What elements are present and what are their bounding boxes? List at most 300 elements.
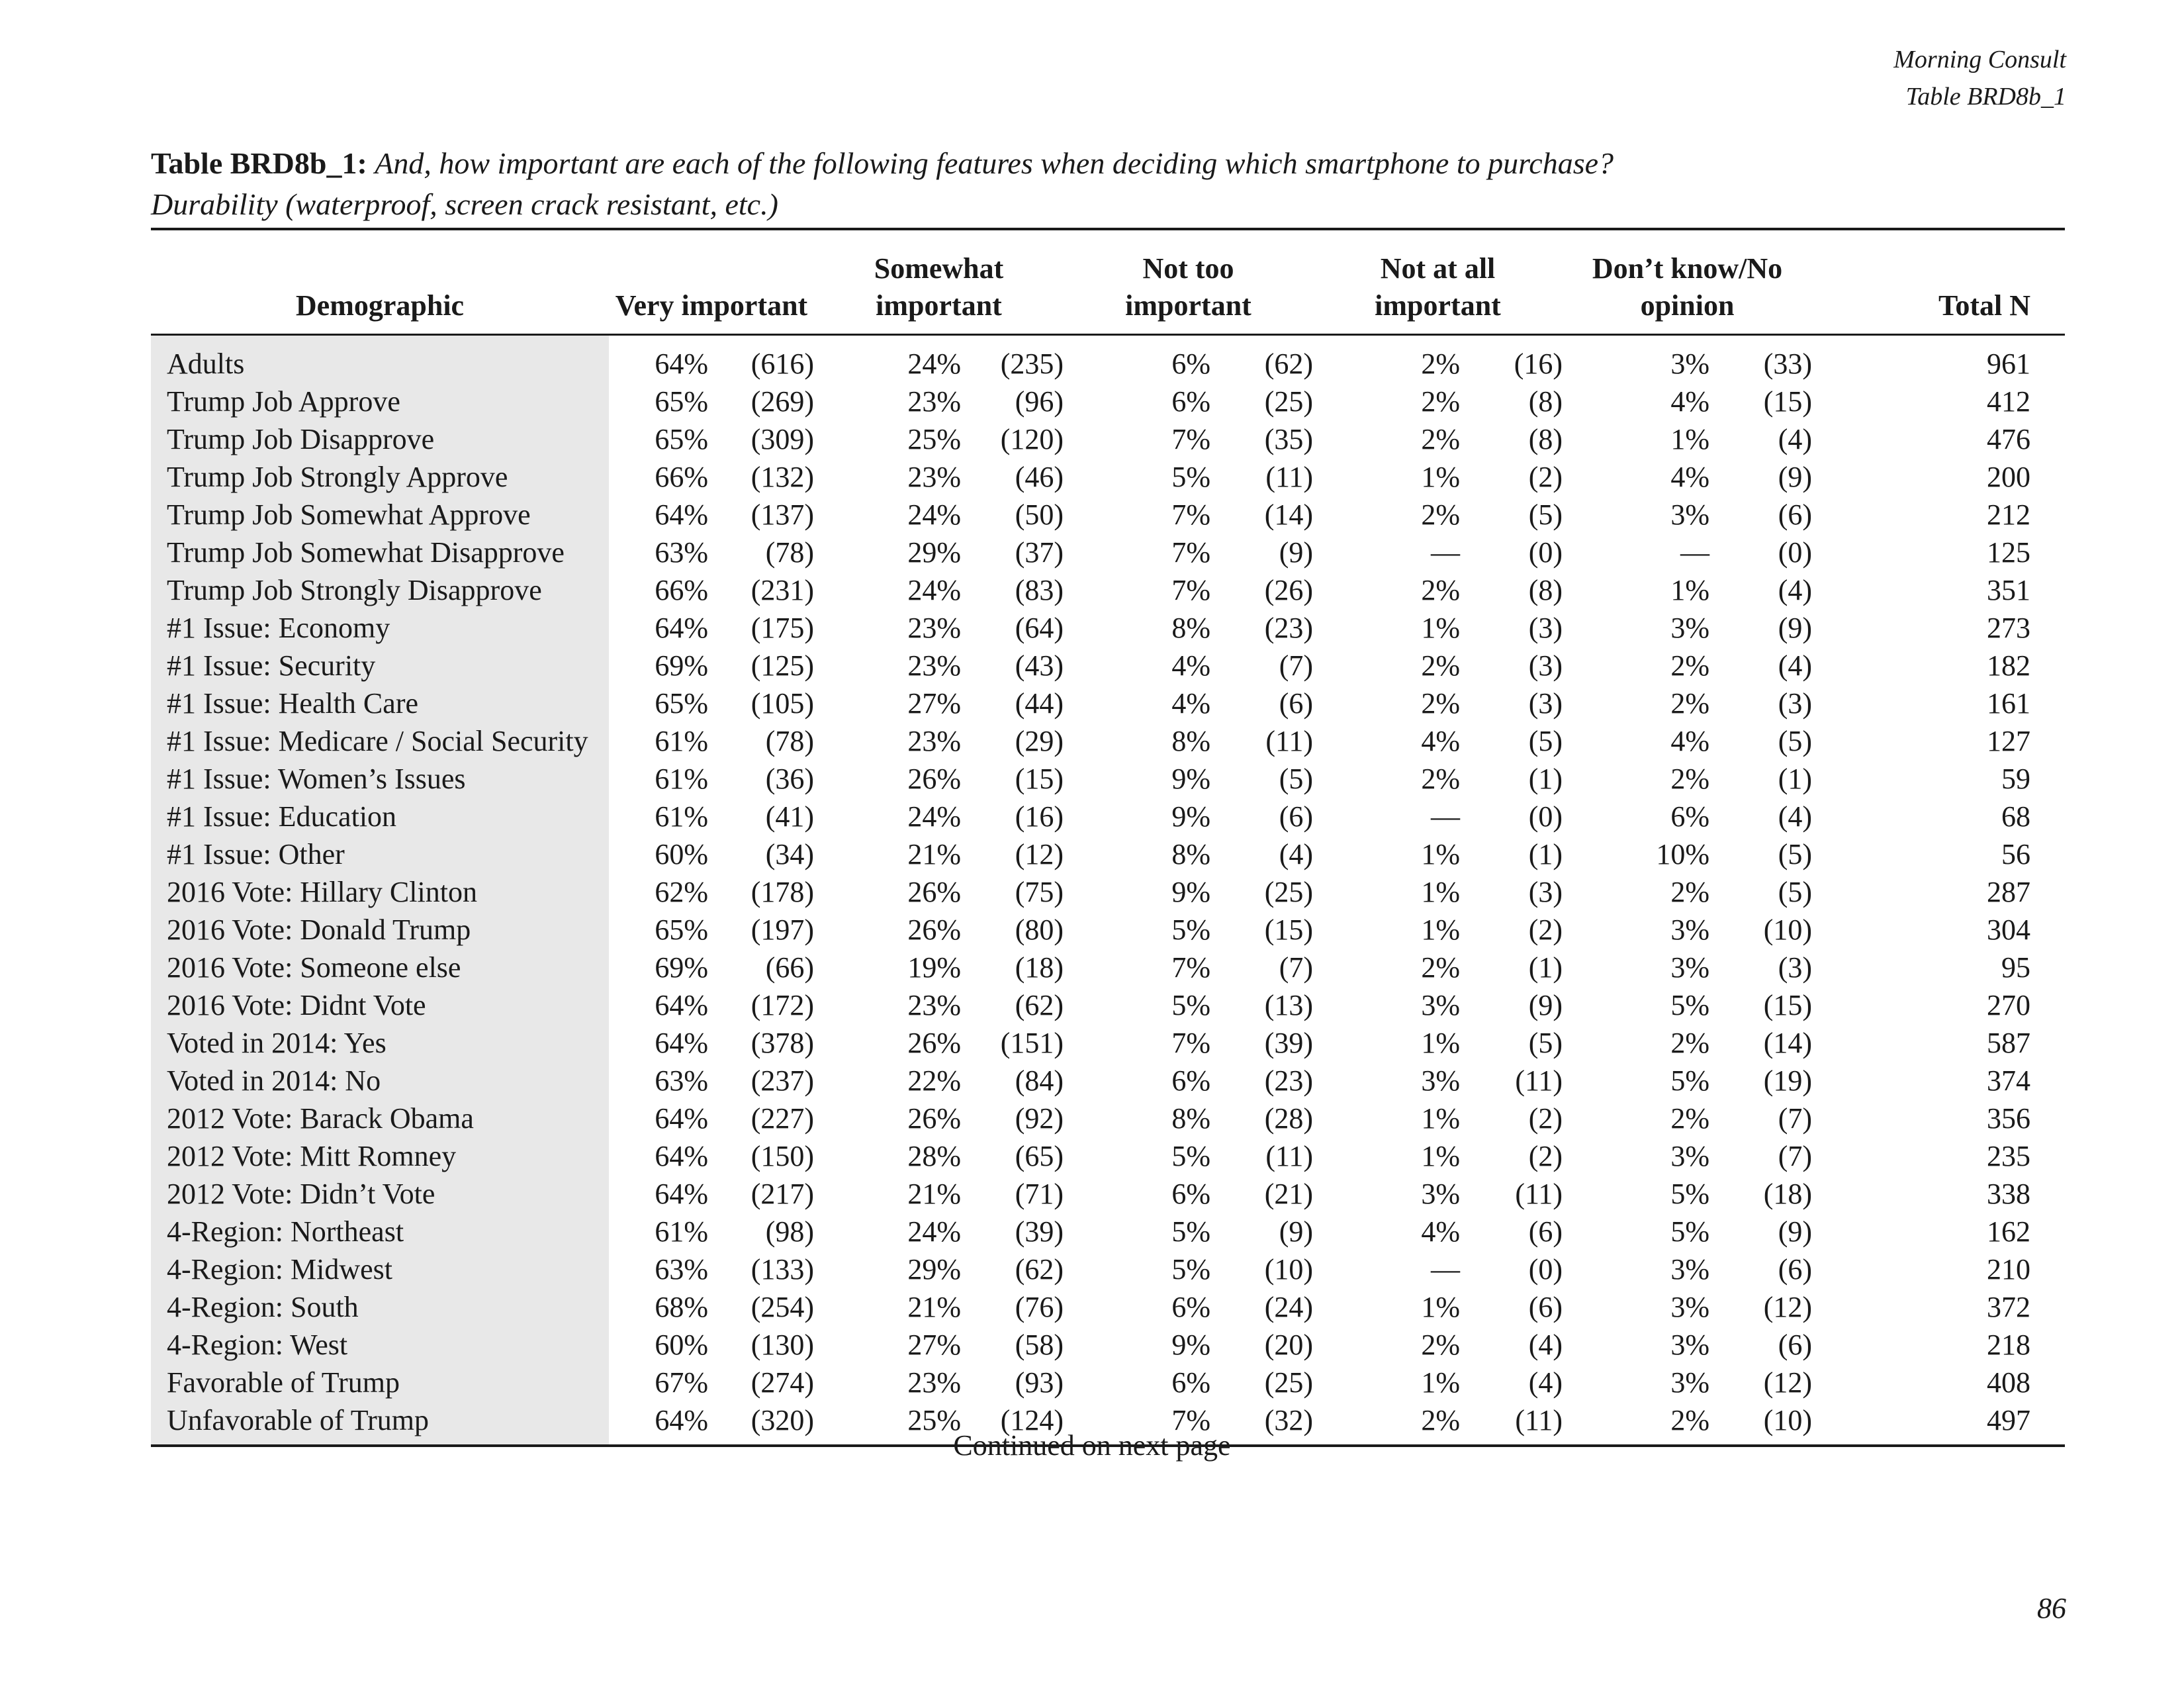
not-too-important-pct: 5%: [1171, 1140, 1210, 1172]
demographic-cell: #1 Issue: Other: [151, 835, 609, 873]
dont-know-n: (4): [1778, 574, 1812, 606]
not-too-important-pct: 7%: [1171, 951, 1210, 984]
somewhat-important-pct: 23%: [907, 1366, 961, 1399]
dont-know-pct: 4%: [1670, 725, 1709, 757]
not-too-important-pct: 9%: [1171, 1329, 1210, 1361]
not-too-important-n: (23): [1264, 1064, 1313, 1097]
not-too-important-n: (7): [1279, 951, 1313, 984]
table-row: [151, 420, 2065, 458]
not-at-all-important-pct: 2%: [1421, 951, 1460, 984]
somewhat-important-pct: 23%: [907, 989, 961, 1021]
dont-know-n: (9): [1778, 1215, 1812, 1248]
very-important-pct: 65%: [655, 687, 708, 720]
not-too-important-n: (9): [1279, 1215, 1313, 1248]
not-too-important-pct: 8%: [1171, 838, 1210, 870]
dont-know-n: (12): [1763, 1366, 1812, 1399]
very-important-pct: 60%: [655, 838, 708, 870]
very-important-pct: 61%: [655, 725, 708, 757]
demographic-cell: #1 Issue: Economy: [151, 609, 609, 647]
total-n: 200: [1987, 461, 2030, 493]
very-important-n: (125): [751, 649, 814, 682]
somewhat-important-pct: 21%: [907, 838, 961, 870]
very-important-pct: 64%: [655, 1027, 708, 1059]
not-at-all-important-pct: 2%: [1421, 687, 1460, 720]
demographic-cell: 2012 Vote: Mitt Romney: [151, 1137, 609, 1175]
not-too-important-n: (14): [1264, 498, 1313, 531]
not-too-important-pct: 7%: [1171, 536, 1210, 569]
total-n: 372: [1987, 1291, 2030, 1323]
dont-know-n: (9): [1778, 461, 1812, 493]
demographic-cell: #1 Issue: Security: [151, 647, 609, 684]
dont-know-pct: 2%: [1670, 1102, 1709, 1135]
demographic-cell: 2012 Vote: Barack Obama: [151, 1100, 609, 1137]
not-at-all-important-n: (3): [1528, 649, 1563, 682]
total-n: 59: [2001, 763, 2030, 795]
col-demographic: Demographic: [151, 230, 609, 335]
somewhat-important-pct: 26%: [907, 1027, 961, 1059]
somewhat-important-n: (43): [1015, 649, 1064, 682]
not-at-all-important-pct: 2%: [1313, 1401, 1460, 1446]
table-row: [151, 873, 2065, 911]
not-too-important-n: (25): [1264, 876, 1313, 908]
not-too-important-pct: 8%: [1171, 1102, 1210, 1135]
table-row: [151, 458, 2065, 496]
results-table: [151, 228, 2065, 1447]
total-n: 56: [2001, 838, 2030, 870]
total-n: 476: [1987, 423, 2030, 455]
very-important-pct: 64%: [655, 1178, 708, 1210]
very-important-n: (274): [751, 1366, 814, 1399]
not-at-all-important-n: (16): [1514, 348, 1563, 380]
somewhat-important-n: (151): [1000, 1027, 1064, 1059]
somewhat-important-n: (44): [1015, 687, 1064, 720]
somewhat-important-n: (12): [1015, 838, 1064, 870]
somewhat-important-pct: 23%: [907, 725, 961, 757]
very-important-n: (132): [751, 461, 814, 493]
not-at-all-important-n: (2): [1528, 914, 1563, 946]
not-at-all-important-pct: 2%: [1421, 763, 1460, 795]
not-at-all-important-pct: 1%: [1421, 838, 1460, 870]
very-important-pct: 64%: [655, 348, 708, 380]
very-important-pct: 64%: [655, 612, 708, 644]
very-important-n: (98): [765, 1215, 814, 1248]
very-important-n: (616): [751, 348, 814, 380]
dont-know-pct: 3%: [1670, 1253, 1709, 1286]
very-important-n: (78): [765, 725, 814, 757]
not-at-all-important-n: (3): [1528, 876, 1563, 908]
not-too-important-n: (28): [1264, 1102, 1313, 1135]
not-too-important-pct: 6%: [1171, 348, 1210, 380]
total-n: 127: [1987, 725, 2030, 757]
dont-know-pct: 3%: [1670, 348, 1709, 380]
table-row: [151, 609, 2065, 647]
not-too-important-n: (23): [1264, 612, 1313, 644]
total-n: 287: [1987, 876, 2030, 908]
very-important-pct: 61%: [655, 1215, 708, 1248]
dont-know-pct: 2%: [1670, 763, 1709, 795]
not-too-important-n: (32): [1210, 1401, 1313, 1446]
somewhat-important-n: (75): [1015, 876, 1064, 908]
not-too-important-n: (4): [1279, 838, 1313, 870]
demographic-cell: Trump Job Somewhat Approve: [151, 496, 609, 534]
not-too-important-pct: 6%: [1171, 1366, 1210, 1399]
somewhat-important-n: (46): [1015, 461, 1064, 493]
not-too-important-n: (62): [1264, 348, 1313, 380]
total-n: 218: [1987, 1329, 2030, 1361]
very-important-pct: 69%: [655, 649, 708, 682]
dont-know-pct: 3%: [1670, 1291, 1709, 1323]
dont-know-pct: 3%: [1670, 914, 1709, 946]
total-n: 408: [1987, 1366, 2030, 1399]
somewhat-important-pct: 25%: [907, 423, 961, 455]
dont-know-pct: 2%: [1563, 1401, 1709, 1446]
dont-know-pct: 3%: [1670, 951, 1709, 984]
demographic-cell: Favorable of Trump: [151, 1364, 609, 1401]
table-row: [151, 684, 2065, 722]
not-at-all-important-n: (8): [1528, 385, 1563, 418]
dont-know-n: (3): [1778, 951, 1812, 984]
very-important-n: (78): [765, 536, 814, 569]
not-too-important-n: (15): [1264, 914, 1313, 946]
not-at-all-important-pct: 1%: [1421, 612, 1460, 644]
somewhat-important-n: (58): [1015, 1329, 1064, 1361]
table-row: [151, 1326, 2065, 1364]
col-not-at-all-important: Not at all important: [1313, 230, 1563, 335]
not-too-important-n: (24): [1264, 1291, 1313, 1323]
not-too-important-n: (20): [1264, 1329, 1313, 1361]
total-n: 162: [1987, 1215, 2030, 1248]
not-too-important-n: (9): [1279, 536, 1313, 569]
very-important-pct: 65%: [655, 914, 708, 946]
total-n: 412: [1987, 385, 2030, 418]
table-row: [151, 534, 2065, 571]
very-important-pct: 61%: [655, 800, 708, 833]
very-important-n: (66): [765, 951, 814, 984]
somewhat-important-pct: 26%: [907, 1102, 961, 1135]
dont-know-pct: 6%: [1670, 800, 1709, 833]
dont-know-n: (7): [1778, 1140, 1812, 1172]
total-n: 304: [1987, 914, 2030, 946]
dont-know-n: (3): [1778, 687, 1812, 720]
very-important-pct: 65%: [655, 385, 708, 418]
not-too-important-n: (35): [1264, 423, 1313, 455]
not-at-all-important-n: (11): [1460, 1401, 1563, 1446]
not-at-all-important-pct: 2%: [1421, 649, 1460, 682]
very-important-n: (227): [751, 1102, 814, 1135]
somewhat-important-n: (80): [1015, 914, 1064, 946]
not-at-all-important-pct: 3%: [1421, 989, 1460, 1021]
demographic-cell: 2016 Vote: Someone else: [151, 949, 609, 986]
not-too-important-pct: 6%: [1171, 1064, 1210, 1097]
dont-know-pct: 5%: [1670, 1215, 1709, 1248]
not-at-all-important-pct: 1%: [1421, 1366, 1460, 1399]
not-too-important-pct: 5%: [1171, 989, 1210, 1021]
dont-know-pct: 1%: [1670, 423, 1709, 455]
dont-know-n: (33): [1763, 348, 1812, 380]
very-important-pct: 62%: [655, 876, 708, 908]
somewhat-important-pct: 24%: [907, 1215, 961, 1248]
not-at-all-important-n: (1): [1528, 763, 1563, 795]
table-row: [151, 1100, 2065, 1137]
dont-know-pct: 5%: [1670, 1064, 1709, 1097]
dont-know-n: (4): [1778, 649, 1812, 682]
not-too-important-n: (5): [1279, 763, 1313, 795]
very-important-pct: 64%: [655, 1102, 708, 1135]
dont-know-n: (15): [1763, 989, 1812, 1021]
not-at-all-important-n: (9): [1528, 989, 1563, 1021]
demographic-cell: #1 Issue: Education: [151, 798, 609, 835]
not-at-all-important-pct: 3%: [1421, 1178, 1460, 1210]
somewhat-important-n: (39): [1015, 1215, 1064, 1248]
title-subtitle: Durability (waterproof, screen crack resistant, etc.): [151, 187, 778, 221]
demographic-cell: 2016 Vote: Hillary Clinton: [151, 873, 609, 911]
demographic-cell: 4-Region: Northeast: [151, 1213, 609, 1250]
total-n: 338: [1987, 1178, 2030, 1210]
not-too-important-n: (10): [1264, 1253, 1313, 1286]
not-too-important-n: (11): [1265, 461, 1313, 493]
somewhat-important-n: (71): [1015, 1178, 1064, 1210]
very-important-n: (34): [765, 838, 814, 870]
somewhat-important-pct: 23%: [907, 385, 961, 418]
somewhat-important-pct: 19%: [907, 951, 961, 984]
somewhat-important-n: (96): [1015, 385, 1064, 418]
not-at-all-important-n: (2): [1528, 461, 1563, 493]
demographic-cell: 2012 Vote: Didn’t Vote: [151, 1175, 609, 1213]
total-n: 351: [1987, 574, 2030, 606]
dont-know-n: (5): [1778, 725, 1812, 757]
dont-know-n: (18): [1763, 1178, 1812, 1210]
table-row: [151, 383, 2065, 420]
total-n: 273: [1987, 612, 2030, 644]
header-table-id: Table BRD8b_1: [1905, 83, 2066, 111]
not-too-important-pct: 9%: [1171, 800, 1210, 833]
very-important-pct: 69%: [655, 951, 708, 984]
not-at-all-important-n: (3): [1528, 612, 1563, 644]
not-too-important-n: (13): [1264, 989, 1313, 1021]
somewhat-important-n: (62): [1015, 989, 1064, 1021]
not-at-all-important-pct: 1%: [1421, 1140, 1460, 1172]
very-important-pct: 67%: [655, 1366, 708, 1399]
not-at-all-important-pct: —: [1431, 800, 1460, 833]
dont-know-pct: 2%: [1670, 649, 1709, 682]
total-n: 182: [1987, 649, 2030, 682]
table-row: [151, 496, 2065, 534]
not-too-important-pct: 6%: [1171, 1291, 1210, 1323]
very-important-n: (130): [751, 1329, 814, 1361]
very-important-n: (231): [751, 574, 814, 606]
very-important-pct: 60%: [655, 1329, 708, 1361]
not-at-all-important-pct: 4%: [1421, 1215, 1460, 1248]
not-at-all-important-n: (1): [1528, 951, 1563, 984]
table-row: [151, 1288, 2065, 1326]
not-too-important-n: (21): [1264, 1178, 1313, 1210]
col-somewhat-important: Somewhat important: [814, 230, 1064, 335]
not-at-all-important-pct: —: [1431, 536, 1460, 569]
col-total-n: Total N: [1812, 230, 2065, 335]
somewhat-important-n: (92): [1015, 1102, 1064, 1135]
not-too-important-pct: 5%: [1171, 1215, 1210, 1248]
somewhat-important-pct: 27%: [907, 1329, 961, 1361]
table-row: [151, 1024, 2065, 1062]
dont-know-n: (9): [1778, 612, 1812, 644]
not-too-important-pct: 9%: [1171, 876, 1210, 908]
table-row: [151, 345, 2065, 383]
total-n: 961: [1987, 348, 2030, 380]
dont-know-n: (19): [1763, 1064, 1812, 1097]
not-at-all-important-n: (3): [1528, 687, 1563, 720]
dont-know-pct: 3%: [1670, 1140, 1709, 1172]
total-n: 497: [1812, 1401, 2065, 1446]
very-important-n: (41): [765, 800, 814, 833]
very-important-n: (105): [751, 687, 814, 720]
not-at-all-important-n: (0): [1528, 1253, 1563, 1286]
table-row: [151, 722, 2065, 760]
somewhat-important-pct: 23%: [907, 461, 961, 493]
not-too-important-n: (26): [1264, 574, 1313, 606]
title-question: And, how important are each of the following features when deciding which smartphone to purchase?: [375, 146, 1614, 180]
not-too-important-n: (25): [1264, 1366, 1313, 1399]
not-at-all-important-pct: 1%: [1421, 461, 1460, 493]
very-important-pct: 65%: [655, 423, 708, 455]
very-important-pct: 63%: [655, 1064, 708, 1097]
somewhat-important-pct: 21%: [907, 1291, 961, 1323]
not-at-all-important-pct: 4%: [1421, 725, 1460, 757]
somewhat-important-n: (29): [1015, 725, 1064, 757]
not-too-important-pct: 8%: [1171, 612, 1210, 644]
very-important-n: (217): [751, 1178, 814, 1210]
dont-know-n: (12): [1763, 1291, 1812, 1323]
very-important-n: (309): [751, 423, 814, 455]
somewhat-important-pct: 23%: [907, 612, 961, 644]
somewhat-important-pct: 24%: [907, 800, 961, 833]
very-important-pct: 61%: [655, 763, 708, 795]
dont-know-pct: 3%: [1670, 1366, 1709, 1399]
somewhat-important-n: (50): [1015, 498, 1064, 531]
somewhat-important-n: (84): [1015, 1064, 1064, 1097]
somewhat-important-pct: 28%: [907, 1140, 961, 1172]
not-at-all-important-pct: 2%: [1421, 348, 1460, 380]
table-row: [151, 760, 2065, 798]
dont-know-n: (14): [1763, 1027, 1812, 1059]
somewhat-important-n: (93): [1015, 1366, 1064, 1399]
not-too-important-n: (6): [1279, 687, 1313, 720]
col-not-too-important: Not too important: [1064, 230, 1313, 335]
not-too-important-n: (6): [1279, 800, 1313, 833]
dont-know-pct: —: [1680, 536, 1709, 569]
table-row: [151, 949, 2065, 986]
not-too-important-pct: 6%: [1171, 385, 1210, 418]
total-n: 125: [1987, 536, 2030, 569]
table-row: [151, 647, 2065, 684]
total-n: 235: [1987, 1140, 2030, 1172]
total-n: 212: [1987, 498, 2030, 531]
not-at-all-important-n: (6): [1528, 1215, 1563, 1248]
dont-know-n: (5): [1778, 876, 1812, 908]
demographic-cell: Unfavorable of Trump: [151, 1401, 609, 1446]
somewhat-important-pct: 24%: [907, 348, 961, 380]
not-at-all-important-n: (6): [1528, 1291, 1563, 1323]
very-important-n: (175): [751, 612, 814, 644]
somewhat-important-n: (15): [1015, 763, 1064, 795]
not-at-all-important-n: (8): [1528, 423, 1563, 455]
not-at-all-important-n: (5): [1528, 498, 1563, 531]
demographic-cell: Adults: [151, 345, 609, 383]
very-important-pct: 64%: [655, 1140, 708, 1172]
very-important-n: (269): [751, 385, 814, 418]
dont-know-n: (6): [1778, 1329, 1812, 1361]
very-important-pct: 63%: [655, 536, 708, 569]
not-too-important-pct: 5%: [1171, 914, 1210, 946]
not-at-all-important-pct: 2%: [1421, 1329, 1460, 1361]
not-at-all-important-n: (8): [1528, 574, 1563, 606]
not-at-all-important-pct: 1%: [1421, 1027, 1460, 1059]
title-label: Table BRD8b_1:: [151, 146, 367, 180]
demographic-cell: Voted in 2014: Yes: [151, 1024, 609, 1062]
dont-know-pct: 5%: [1670, 989, 1709, 1021]
demographic-cell: Trump Job Disapprove: [151, 420, 609, 458]
dont-know-pct: 2%: [1670, 876, 1709, 908]
not-at-all-important-pct: 2%: [1421, 423, 1460, 455]
not-at-all-important-n: (0): [1528, 800, 1563, 833]
dont-know-pct: 3%: [1670, 498, 1709, 531]
very-important-n: (150): [751, 1140, 814, 1172]
not-too-important-pct: 7%: [1171, 574, 1210, 606]
demographic-cell: 4-Region: Midwest: [151, 1250, 609, 1288]
page-header: [1893, 41, 2066, 115]
somewhat-important-n: (124): [961, 1401, 1064, 1446]
very-important-pct: 66%: [655, 461, 708, 493]
somewhat-important-n: (65): [1015, 1140, 1064, 1172]
somewhat-important-pct: 26%: [907, 763, 961, 795]
dont-know-n: (10): [1763, 914, 1812, 946]
dont-know-pct: 4%: [1670, 461, 1709, 493]
dont-know-pct: 10%: [1656, 838, 1709, 870]
total-n: 587: [1987, 1027, 2030, 1059]
not-too-important-pct: 8%: [1171, 725, 1210, 757]
table-row: [151, 571, 2065, 609]
dont-know-n: (7): [1778, 1102, 1812, 1135]
not-too-important-pct: 7%: [1064, 1401, 1210, 1446]
table-row: [151, 911, 2065, 949]
somewhat-important-n: (76): [1015, 1291, 1064, 1323]
not-at-all-important-n: (0): [1528, 536, 1563, 569]
dont-know-pct: 5%: [1670, 1178, 1709, 1210]
very-important-n: (320): [708, 1401, 814, 1446]
not-too-important-pct: 5%: [1171, 1253, 1210, 1286]
dont-know-pct: 2%: [1670, 1027, 1709, 1059]
somewhat-important-n: (64): [1015, 612, 1064, 644]
very-important-pct: 64%: [609, 1401, 708, 1446]
somewhat-important-n: (83): [1015, 574, 1064, 606]
table-row: [151, 835, 2065, 873]
not-at-all-important-n: (2): [1528, 1102, 1563, 1135]
not-too-important-pct: 7%: [1171, 423, 1210, 455]
demographic-cell: 4-Region: West: [151, 1326, 609, 1364]
demographic-cell: Trump Job Approve: [151, 383, 609, 420]
total-n: 161: [1987, 687, 2030, 720]
total-n: 95: [2001, 951, 2030, 984]
demographic-cell: Trump Job Strongly Approve: [151, 458, 609, 496]
table-header-row: [151, 230, 2065, 335]
not-too-important-pct: 4%: [1171, 687, 1210, 720]
demographic-cell: #1 Issue: Health Care: [151, 684, 609, 722]
not-too-important-pct: 9%: [1171, 763, 1210, 795]
somewhat-important-pct: 29%: [907, 1253, 961, 1286]
not-at-all-important-pct: 1%: [1421, 914, 1460, 946]
dont-know-pct: 3%: [1670, 612, 1709, 644]
dont-know-pct: 4%: [1670, 385, 1709, 418]
demographic-cell: Trump Job Somewhat Disapprove: [151, 534, 609, 571]
